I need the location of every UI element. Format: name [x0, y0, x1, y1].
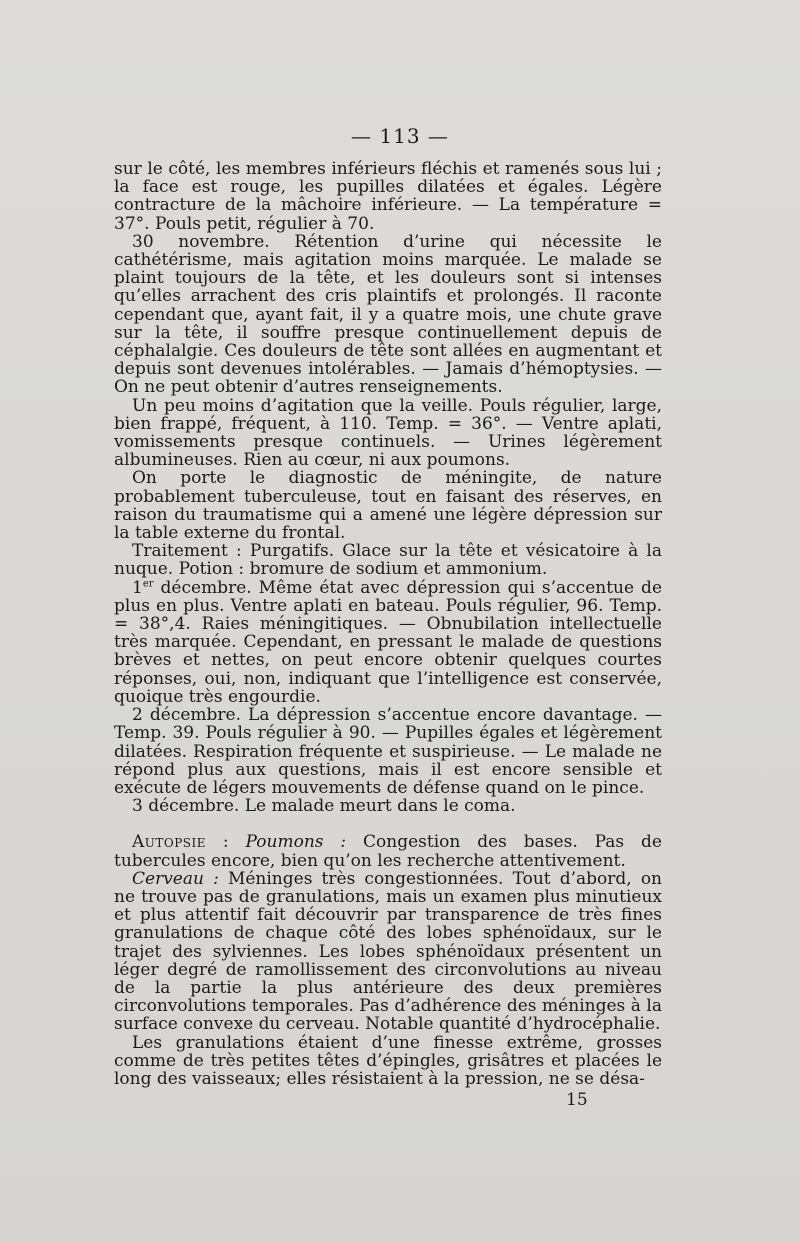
date-ordinal: 1: [132, 577, 143, 598]
paragraph: [114, 870, 662, 1034]
paragraph: 30 novembre. Rétention d’urine qui nécessite le cathétérisme, mais agitation moins marquée. Le malade se plaint toujours de la tête, et les douleurs sont si intenses qu’elles arrachent des cris plaintifs et prolongés. Il raconte cependant que, ayant fait, il y a quatre mois, une chute grave sur la tête, il souffre presque continuellement depuis de céphalalgie. Ces douleurs de tête sont allées en augmentant et depuis sont devenues intolérables. — Jamais d’hémoptysies. — On ne peut obtenir d’autres renseignements.: [114, 231, 662, 398]
paragraph-text: décembre. Même état avec dépression qui s’accentue de plus en plus. Ventre aplati en bateau. Pouls régulier, 96. Temp. = 38°,4. Raies méningitiques. — Obnubilation intellectuelle très marquée. Cependant, en pressant le malade de questions brèves et nettes, on peut encore obtenir quelques courtes réponses, oui, non, indiquant que l’intelligence est conservée, quoique très engourdie.: [114, 577, 662, 707]
autopsy-label: Autopsie: [132, 832, 207, 853]
organ-label-lungs: Poumons :: [245, 832, 347, 853]
signature-mark: 15: [566, 1090, 588, 1110]
paragraph: 2 décembre. La dépression s’accentue encore davantage. — Temp. 39. Pouls régulier à 90. — Pupilles égales et légèrement dilatées. Respiration fréquente et suspirieuse. — Le malade ne répond plus aux questions, mais il est encore sensible et exécute de légers mouvements de défense quand on le pince.: [114, 705, 662, 798]
paragraph: On porte le diagnostic de méningite, de nature probablement tuberculeuse, tout en faisant des réserves, en raison du traumatisme qui a amené une légère dépression sur la table externe du frontal.: [114, 468, 662, 544]
paragraph: Traitement : Purgatifs. Glace sur la tête et vésicatoire à la nuque. Potion : bromure de sodium et ammonium.: [114, 541, 662, 580]
paragraph: Les granulations étaient d’une finesse extrême, grosses comme de très petites têtes d’épingles, grisâtres et placées le long des vaisseaux; elles résistaient à la pression, ne se désa-: [114, 1032, 662, 1089]
section-gap: [114, 815, 662, 833]
paragraph: [114, 833, 662, 869]
paragraph: 3 décembre. Le malade meurt dans le coma.: [132, 796, 516, 817]
paragraph-text: Méninges très congestionnées. Tout d’abord, on ne trouve pas de granulations, mais un examen plus minutieux et plus attentif fait découvrir par transparence de très fines granulations de chaque côté des lobes sphénoïdaux, sur le trajet des sylviennes. Les lobes sphénoïdaux présentent un léger degré de ramollissement des circonvolutions au niveau de la partie la plus antérieure des deux premières circonvolutions temporales. Pas d’adhérence des méninges à la surface convexe du cerveau. Notable quantité d’hydrocéphalie.: [114, 868, 663, 1035]
ordinal-superscript: er: [142, 578, 154, 590]
paragraph: Un peu moins d’agitation que la veille. Pouls régulier, large, bien frappé, fréquent, à 110. Temp. = 36°. — Ventre aplati, vomissements presque continuels. — Urines légèrement albumineuses. Rien au cœur, ni aux poumons.: [114, 395, 662, 471]
paragraph: sur le côté, les membres inférieurs fléchis et ramenés sous lui ; la face est rouge, les pupilles dilatées et égales. Légère contracture de la mâchoire inférieure. — La température = 37°. Pouls petit, régulier à 70.: [114, 159, 662, 234]
page-number-header: — 113 —: [351, 124, 449, 148]
paragraph-text: Congestion des bases. Pas de tubercules encore, bien qu’on les recherche attentivement.: [114, 832, 662, 871]
organ-label-brain: Cerveau :: [132, 868, 219, 889]
colon: :: [206, 832, 246, 853]
paragraph: [114, 579, 662, 706]
body-text: [114, 160, 662, 1088]
